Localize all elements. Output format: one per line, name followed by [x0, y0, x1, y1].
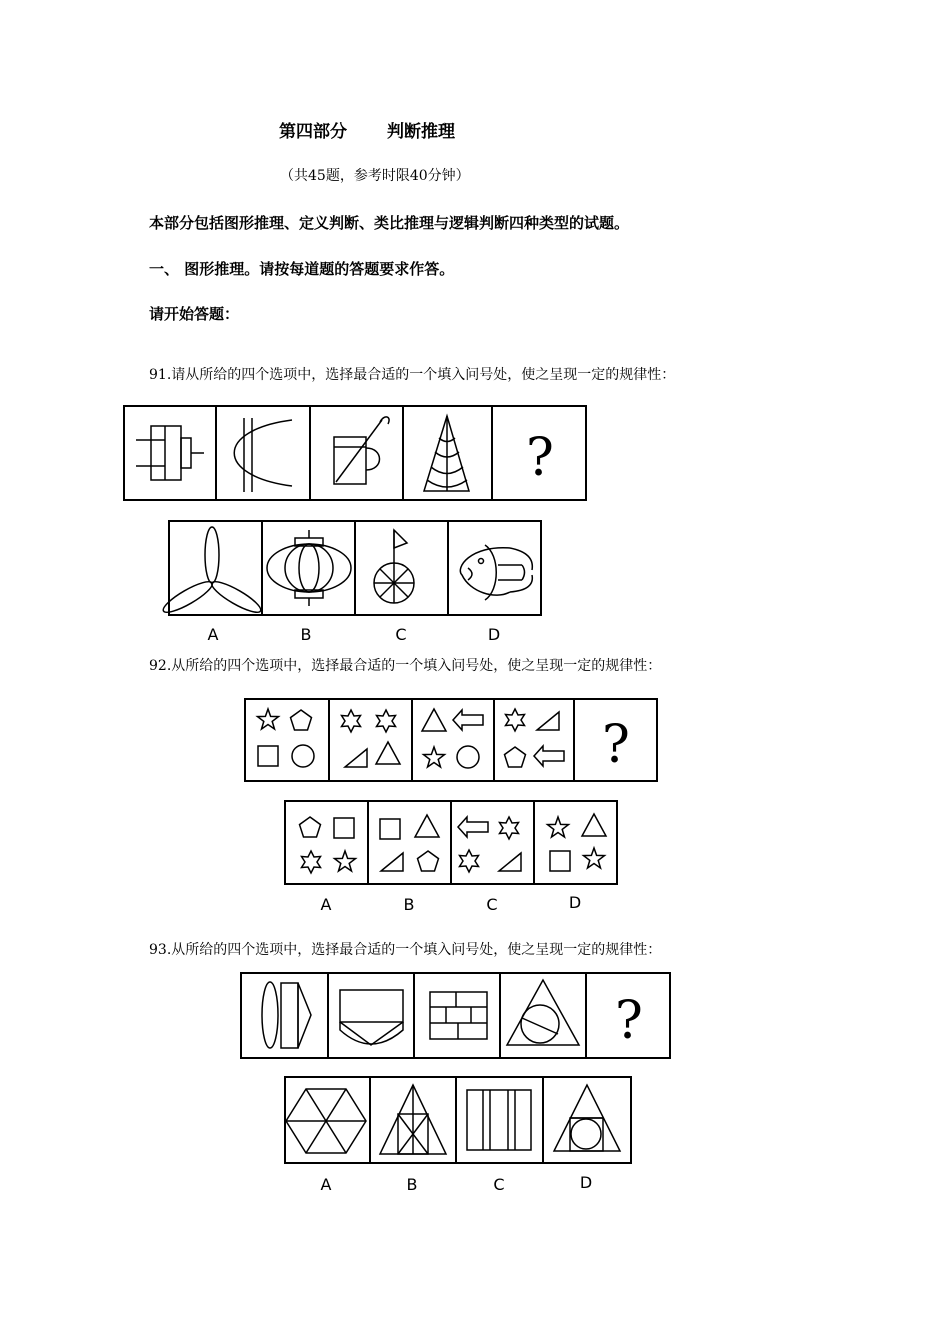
- q91-question-mark: ?: [526, 428, 554, 488]
- intro-text: 本部分包括图形推理、定义判断、类比推理与逻辑判断四种类型的试题。: [149, 214, 630, 232]
- q93-figure-2: [340, 990, 403, 1045]
- question-92-stem: 92.从所给的四个选项中，选择最合适的一个填入问号处，使之呈现一定的规律性：: [149, 658, 662, 674]
- q92-option-c-label: C: [486, 895, 498, 914]
- q93-option-c-figure: [467, 1090, 531, 1150]
- section-part: 第四部分: [279, 122, 347, 142]
- section-heading: 一、 图形推理。请按每道题的答题要求作答。: [149, 260, 455, 278]
- q91-option-b-label: B: [300, 625, 312, 644]
- question-91-stem: 91.请从所给的四个选项中，选择最合适的一个填入问号处，使之呈现一定的规律性：: [149, 367, 676, 383]
- section-subtitle: （共45题，参考时限40分钟）: [280, 168, 470, 184]
- q92-option-b-label: B: [403, 895, 415, 914]
- q93-stem-frame: [241, 973, 670, 1058]
- q93-option-a-figure: [286, 1089, 366, 1153]
- q93-question-mark: ?: [615, 991, 643, 1051]
- q93-option-c-label: C: [493, 1175, 505, 1194]
- q92-question-mark: ?: [602, 715, 630, 775]
- q93-figure-3: [430, 992, 487, 1039]
- q92-option-d-label: D: [568, 893, 582, 912]
- section-name: 判断推理: [387, 122, 455, 142]
- q93-figure-1: [262, 982, 311, 1048]
- q93-figure-4: [507, 980, 579, 1045]
- q91-option-a-label: A: [207, 625, 219, 644]
- q91-option-c-label: C: [395, 625, 407, 644]
- question-93-stem: 93.从所给的四个选项中，选择最合适的一个填入问号处，使之呈现一定的规律性：: [149, 942, 662, 958]
- start-prompt: 请开始答题：: [149, 305, 240, 323]
- q93-option-d-label: D: [579, 1173, 593, 1192]
- q93-option-b-figure: [380, 1085, 446, 1154]
- q93-option-b-label: B: [406, 1175, 418, 1194]
- q93-option-a-label: A: [320, 1175, 332, 1194]
- q91-option-d-label: D: [487, 625, 501, 644]
- q93-option-d-figure: [554, 1085, 620, 1151]
- q92-option-a-label: A: [320, 895, 332, 914]
